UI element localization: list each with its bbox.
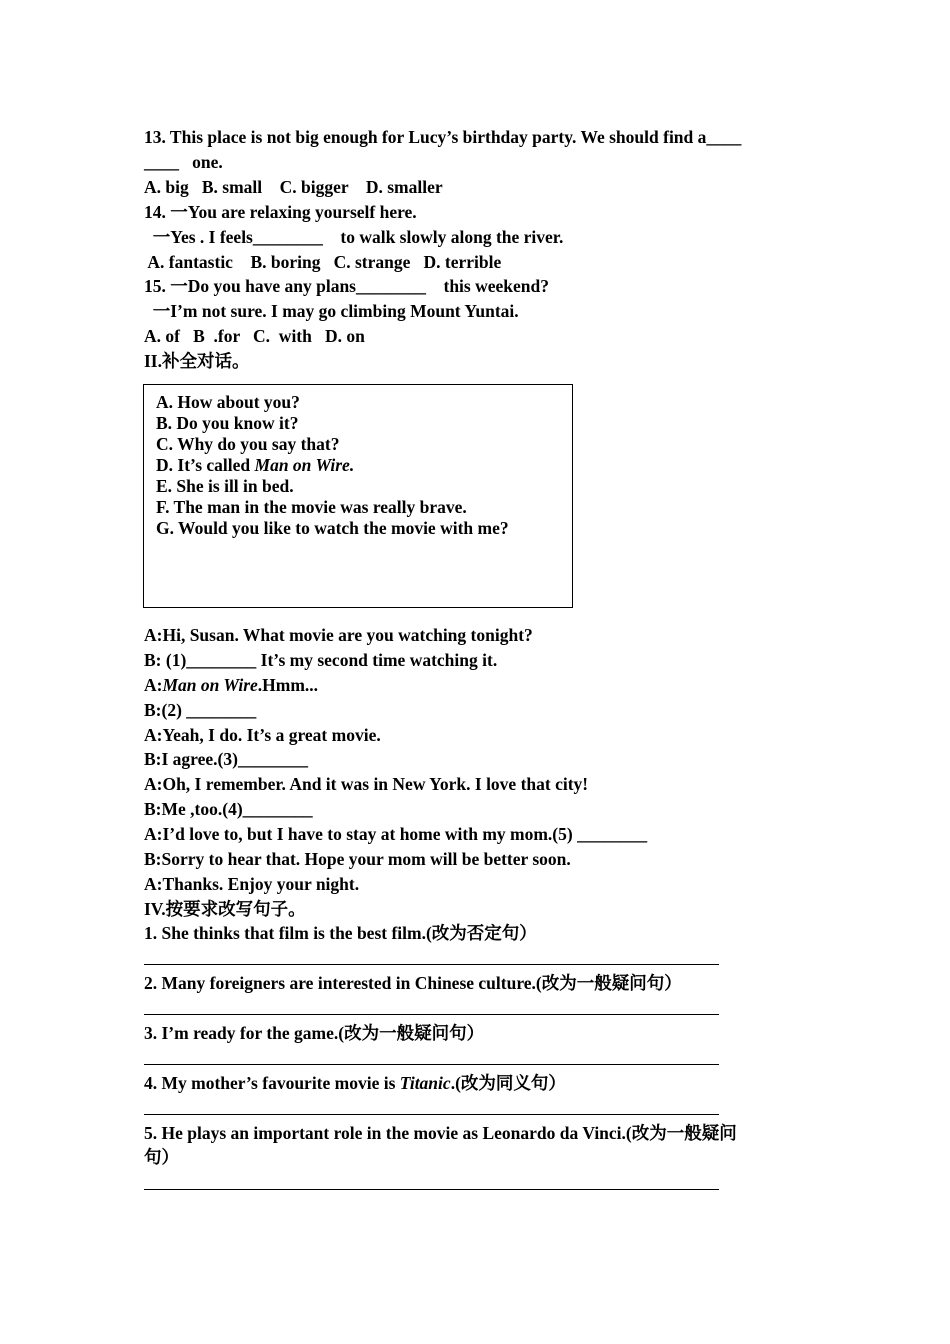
option-f: F. The man in the movie was really brave.	[156, 497, 467, 517]
option-d	[156, 455, 354, 476]
dialogue-line-7: A:Oh, I remember. And it was in New York. I love that city!	[144, 774, 589, 794]
rewrite-item-2: 2. Many foreigners are interested in Chinese culture.(改为一般疑问句）	[144, 973, 682, 993]
rewrite-item-4-text: 4. My mother’s favourite movie is	[144, 1073, 400, 1093]
dialogue-line-3-speaker: A:	[144, 675, 163, 695]
dialogue-line-5: A:Yeah, I do. It’s a great movie.	[144, 725, 381, 745]
answer-line-4[interactable]	[144, 1114, 719, 1115]
dialogue-line-1: A:Hi, Susan. What movie are you watching tonight?	[144, 625, 533, 645]
dialogue-line-3-title: Man on Wire	[162, 675, 258, 695]
option-a: A. How about you?	[156, 392, 300, 412]
dialogue-line-6: B:I agree.(3)________	[144, 749, 308, 769]
dialogue-line-2: B: (1)________ It’s my second time watching it.	[144, 650, 498, 670]
q14-options: A. fantastic B. boring C. strange D. terrible	[144, 252, 502, 272]
q14-stem-line1: 14. 一You are relaxing yourself here.	[144, 202, 417, 222]
option-b: B. Do you know it?	[156, 413, 299, 433]
q13-stem-line1: 13. This place is not big enough for Lucy’s birthday party. We should find a____	[144, 127, 742, 147]
q13-options: A. big B. small C. bigger D. smaller	[144, 177, 443, 197]
answer-line-5[interactable]	[144, 1189, 719, 1190]
dialogue-line-9: A:I’d love to, but I have to stay at home with my mom.(5) ________	[144, 824, 648, 844]
rewrite-item-1: 1. She thinks that film is the best film.(改为否定句）	[144, 923, 537, 943]
dialogue-line-8: B:Me ,too.(4)________	[144, 799, 313, 819]
dialogue-line-4: B:(2) ________	[144, 700, 257, 720]
rewrite-item-5-line2: 句）	[144, 1147, 179, 1167]
answer-line-2[interactable]	[144, 1014, 719, 1015]
rewrite-item-4	[144, 1071, 566, 1095]
rewrite-item-4-instruction: .(改为同义句）	[450, 1073, 566, 1093]
q15-stem-line2: 一I’m not sure. I may go climbing Mount Yuntai.	[144, 301, 519, 321]
option-d-title: Man on Wire.	[254, 455, 355, 475]
q14-stem-line2: 一Yes . I feels________ to walk slowly along the river.	[144, 227, 564, 247]
answer-line-1[interactable]	[144, 964, 719, 965]
dialogue-line-3-rest: .Hmm...	[257, 675, 319, 695]
option-c: C. Why do you say that?	[156, 434, 340, 454]
section2-title: II.补全对话。	[144, 351, 250, 371]
answer-line-3[interactable]	[144, 1064, 719, 1065]
option-d-text: D. It’s called	[156, 455, 255, 475]
q15-stem-line1: 15. 一Do you have any plans________ this weekend?	[144, 276, 549, 296]
rewrite-item-4-title: Titanic	[399, 1073, 451, 1093]
q15-options: A. of B .for C. with D. on	[144, 326, 365, 346]
dialogue-line-3	[144, 673, 318, 697]
q13-stem-line2: ____ one.	[144, 152, 223, 172]
dialogue-line-10: B:Sorry to hear that. Hope your mom will be better soon.	[144, 849, 571, 869]
option-g: G. Would you like to watch the movie with me?	[156, 518, 509, 538]
option-e: E. She is ill in bed.	[156, 476, 294, 496]
rewrite-item-3: 3. I’m ready for the game.(改为一般疑问句）	[144, 1023, 485, 1043]
section4-title: IV.按要求改写句子。	[144, 899, 306, 919]
dialogue-line-11: A:Thanks. Enjoy your night.	[144, 874, 360, 894]
rewrite-item-5-line1: 5. He plays an important role in the movie as Leonardo da Vinci.(改为一般疑问	[144, 1123, 737, 1143]
